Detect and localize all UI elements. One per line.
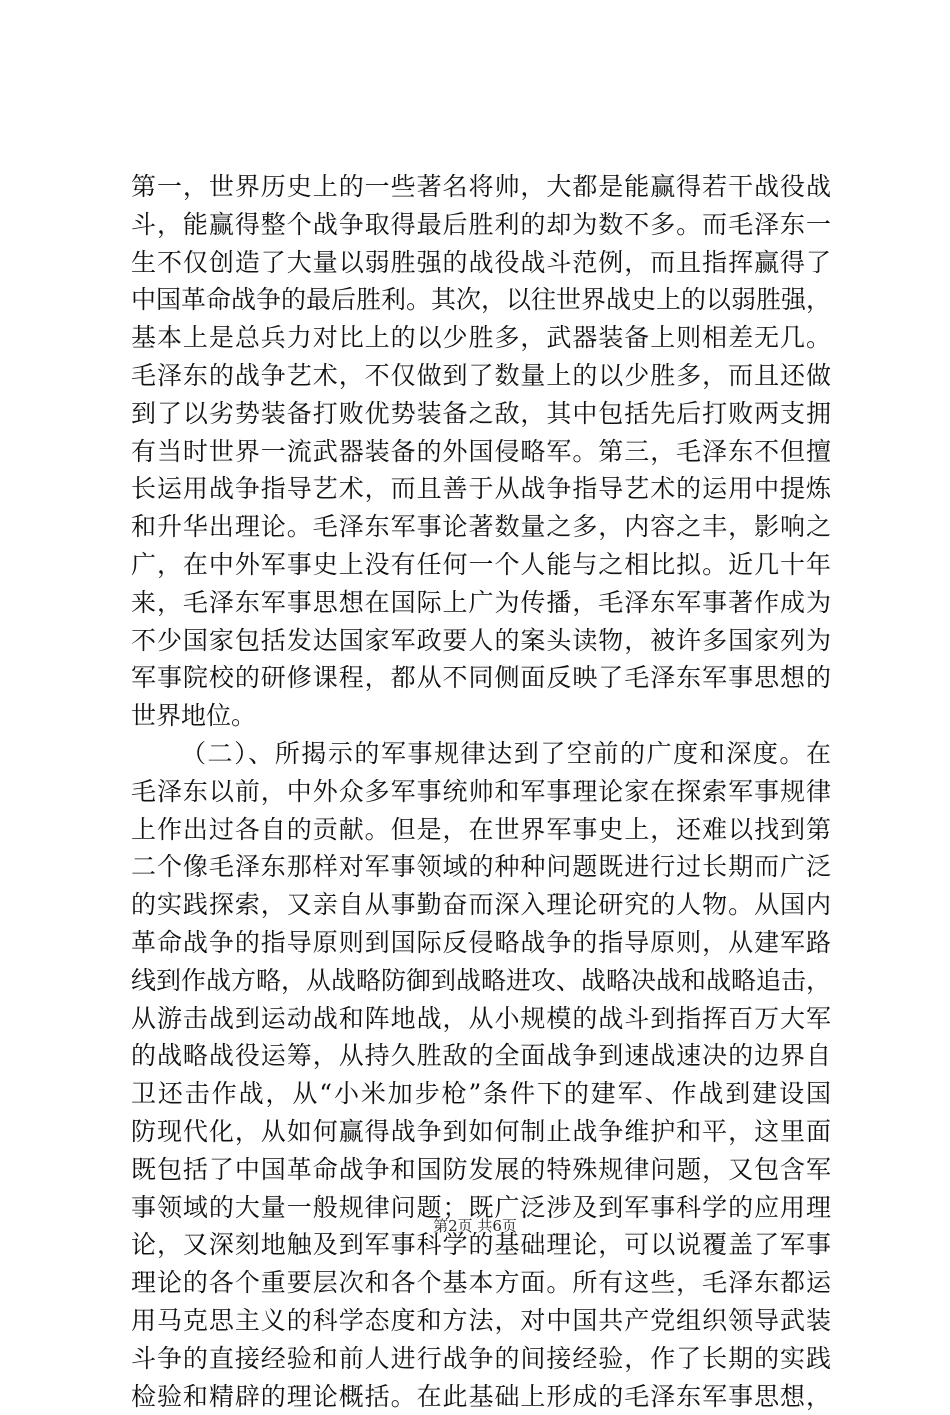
page-number: 第2页 共6页 [433,1217,517,1235]
paragraph-2 [131,735,831,1415]
text-line: 革命战争的指导原则到国际反侵略战争的指导原则，从建军路 [131,924,831,962]
text-line: 到了以劣势装备打败优势装备之敌，其中包括先后打败两支拥 [131,395,831,433]
text-line: 斗，能赢得整个战争取得最后胜利的却为数不多。而毛泽东一 [131,206,831,244]
text-line: 既包括了中国革命战争和国防发展的特殊规律问题，又包含军 [131,1151,831,1189]
text-line: 中国革命战争的最后胜利。其次，以往世界战史上的以弱胜强， [131,281,831,319]
paragraph-1 [131,168,831,735]
text-line: 从游击战到运动战和阵地战，从小规模的战斗到指挥百万大军 [131,1000,831,1038]
text-line: 斗争的直接经验和前人进行战争的间接经验，作了长期的实践 [131,1340,831,1378]
page-footer [0,1216,950,1236]
text-line: 二个像毛泽东那样对军事领域的种种问题既进行过长期而广泛 [131,848,831,886]
text-line: 毛泽东的战争艺术，不仅做到了数量上的以少胜多，而且还做 [131,357,831,395]
text-line: 的战略战役运筹，从持久胜敌的全面战争到速战速决的边界自 [131,1037,831,1075]
text-line: 有当时世界一流武器装备的外国侵略军。第三，毛泽东不但擅 [131,433,831,471]
text-line: 不少国家包括发达国家军政要人的案头读物，被许多国家列为 [131,622,831,660]
text-line: 卫还击作战，从“小米加步枪”条件下的建军、作战到建设国 [131,1075,831,1113]
text-line: 第一，世界历史上的一些著名将帅，大都是能赢得若干战役战 [131,168,831,206]
text-line: 和升华出理论。毛泽东军事论著数量之多，内容之丰，影响之 [131,508,831,546]
text-line: 事领域的大量一般规律问题；既广泛涉及到军事科学的应用理 [131,1189,831,1227]
text-line: 上作出过各自的贡献。但是，在世界军事史上，还难以找到第 [131,811,831,849]
text-line: 来，毛泽东军事思想在国际上广为传播，毛泽东军事著作成为 [131,584,831,622]
text-line: 用马克思主义的科学态度和方法，对中国共产党组织领导武装 [131,1302,831,1340]
text-line: 世界地位。 [131,697,831,735]
text-line: 检验和精辟的理论概括。在此基础上形成的毛泽东军事思想， [131,1378,831,1415]
text-line: 防现代化，从如何赢得战争到如何制止战争维护和平，这里面 [131,1113,831,1151]
text-line: 基本上是总兵力对比上的以少胜多，武器装备上则相差无几。 [131,319,831,357]
text-line: 的实践探索，又亲自从事勤奋而深入理论研究的人物。从国内 [131,886,831,924]
text-line: 军事院校的研修课程，都从不同侧面反映了毛泽东军事思想的 [131,659,831,697]
text-line: 理论的各个重要层次和各个基本方面。所有这些，毛泽东都运 [131,1264,831,1302]
text-line: 长运用战争指导艺术，而且善于从战争指导艺术的运用中提炼 [131,470,831,508]
text-line: （二）、所揭示的军事规律达到了空前的广度和深度。在 [131,735,831,773]
text-line: 论，又深刻地触及到军事科学的基础理论，可以说覆盖了军事 [131,1226,831,1264]
text-line: 生不仅创造了大量以弱胜强的战役战斗范例，而且指挥赢得了 [131,244,831,282]
text-line: 广，在中外军事史上没有任何一个人能与之相比拟。近几十年 [131,546,831,584]
text-line: 线到作战方略，从战略防御到战略进攻、战略决战和战略追击， [131,962,831,1000]
text-line: 毛泽东以前，中外众多军事统帅和军事理论家在探索军事规律 [131,773,831,811]
